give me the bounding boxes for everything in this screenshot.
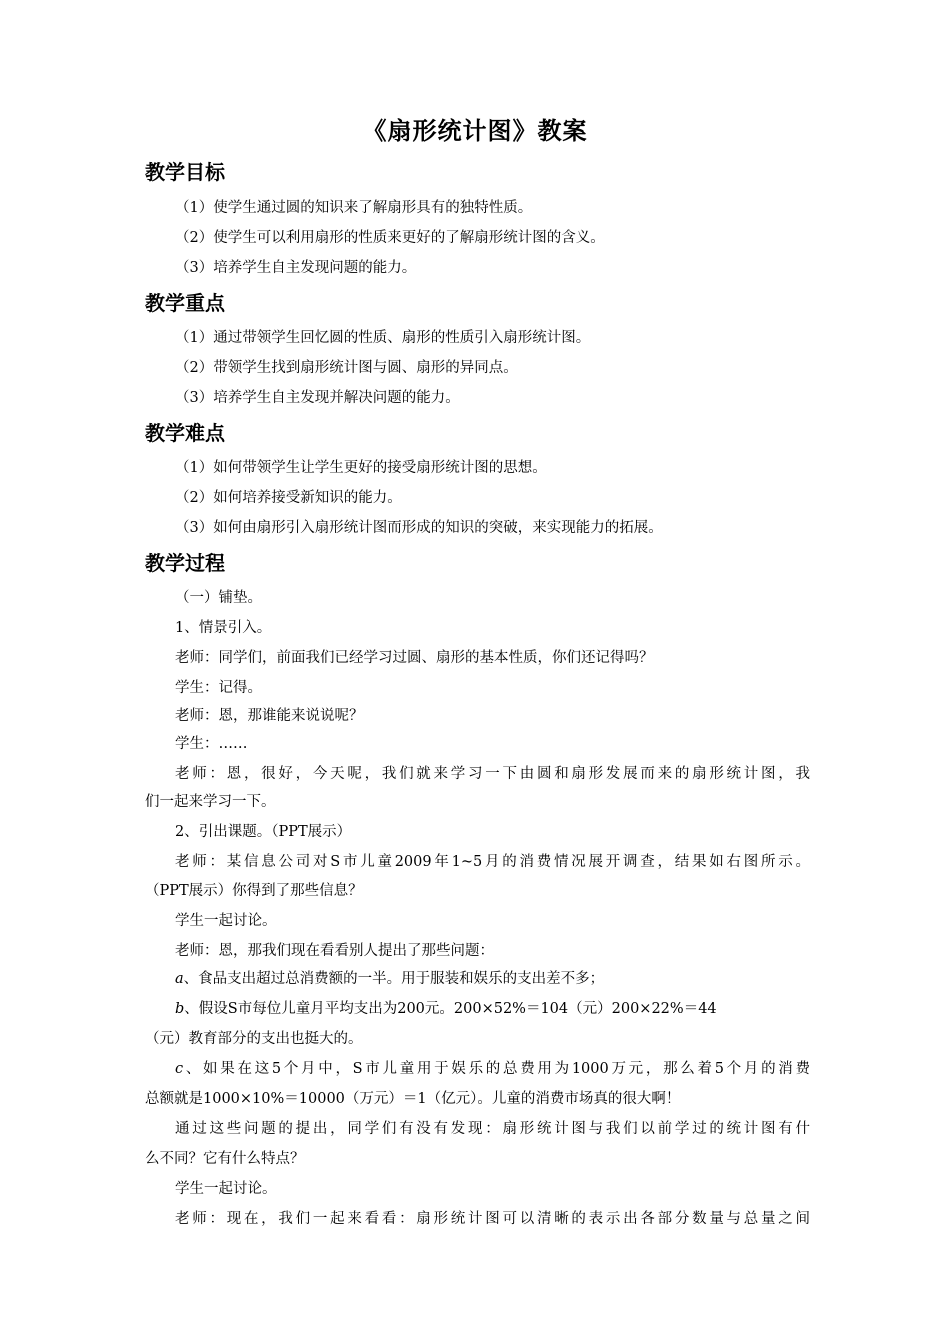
difficulty-item: （1）如何带领学生让学生更好的接受扇形统计图的思想。: [175, 460, 547, 476]
objective-item: （3）培养学生自主发现问题的能力。: [175, 260, 417, 276]
process-line: 们一起来学习一下。: [145, 794, 276, 810]
item-text: 、假设S市每位儿童月平均支出为200元。200×52%＝104（元）200×22%＝44: [184, 1001, 717, 1017]
process-line: 学生一起讨论。: [175, 913, 277, 929]
process-line: 老师：同学们，前面我们已经学习过圆、扇形的基本性质，你们还记得吗？: [175, 650, 654, 666]
process-item-a: [145, 968, 810, 990]
item-text: 、食品支出超过总消费额的一半。用于服装和娱乐的支出差不多；: [183, 971, 605, 987]
process-line: 老师：现在，我们一起来看看：扇形统计图可以清晰的表示出各部分数量与总量之间: [175, 1211, 810, 1227]
difficulty-item: （2）如何培养接受新知识的能力。: [175, 490, 402, 506]
process-item-c: [145, 1058, 810, 1080]
item-letter: a: [175, 971, 184, 987]
process-line: 学生：……: [175, 736, 248, 752]
heading-objectives: 教学目标: [145, 160, 225, 184]
item-letter: b: [175, 1001, 185, 1017]
item-text: 、如果在这5个月中，S市儿童用于娱乐的总费用为1000万元，那么着5个月的消费: [183, 1061, 810, 1077]
process-line: 学生：记得。: [175, 680, 262, 696]
item-letter: c: [175, 1061, 184, 1077]
process-line: 学生一起讨论。: [175, 1181, 277, 1197]
process-line: 通过这些问题的提出，同学们有没有发现：扇形统计图与我们以前学过的统计图有什: [175, 1121, 810, 1137]
process-line: 总额就是1000×10%＝10000（万元）＝1（亿元）。儿童的消费市场真的很大啊！: [145, 1091, 681, 1107]
process-line: （PPT展示）你得到了那些信息？: [145, 883, 363, 899]
objective-item: （2）使学生可以利用扇形的性质来更好的了解扇形统计图的含义。: [175, 230, 605, 246]
objective-item: （1）使学生通过圆的知识来了解扇形具有的独特性质。: [175, 200, 533, 216]
difficulty-item: （3）如何由扇形引入扇形统计图而形成的知识的突破，来实现能力的拓展。: [175, 520, 663, 536]
process-line: 老师：恩，那谁能来说说呢？: [175, 708, 364, 724]
process-item-b: [145, 998, 810, 1020]
key-point-item: （2）带领学生找到扇形统计图与圆、扇形的异同点。: [175, 360, 518, 376]
process-line: 2、引出课题。（PPT展示）: [175, 824, 352, 840]
process-line: 老师：恩，那我们现在看看别人提出了那些问题：: [175, 943, 494, 959]
process-line: 1、情景引入。: [175, 620, 272, 636]
process-line: （元）教育部分的支出也挺大的。: [145, 1031, 363, 1047]
key-point-item: （3）培养学生自主发现并解决问题的能力。: [175, 390, 460, 406]
process-line: 老师：恩，很好，今天呢，我们就来学习一下由圆和扇形发展而来的扇形统计图，我: [175, 766, 810, 782]
heading-key-points: 教学重点: [145, 291, 225, 315]
process-line: （一）铺垫。: [175, 590, 262, 606]
key-point-item: （1）通过带领学生回忆圆的性质、扇形的性质引入扇形统计图。: [175, 330, 591, 346]
document-title: 《扇形统计图》教案: [362, 117, 588, 145]
process-line: 么不同？它有什么特点？: [145, 1151, 305, 1167]
process-line: 老师：某信息公司对S市儿童2009年1~5月的消费情况展开调查，结果如右图所示。: [175, 854, 810, 870]
heading-difficulties: 教学难点: [145, 421, 225, 445]
heading-process: 教学过程: [145, 551, 225, 575]
